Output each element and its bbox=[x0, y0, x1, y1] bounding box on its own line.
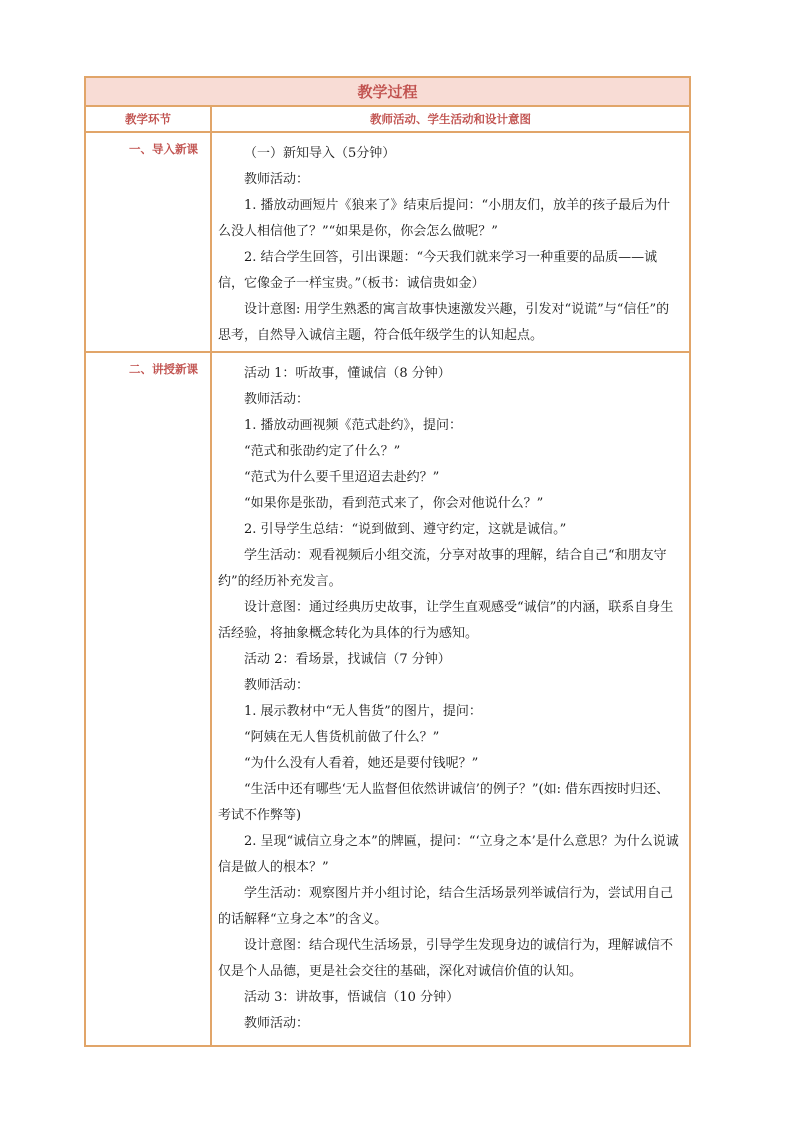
paragraph: 2. 结合学生回答，引出课题：“今天我们就来学习一种重要的品质——诚信，它像金子一样宝贵。”（板书：诚信贵如金） bbox=[218, 250, 658, 291]
header-activities: 教师活动、学生活动和设计意图 bbox=[211, 106, 690, 132]
stage-label: 一、导入新课 bbox=[85, 132, 211, 352]
paragraph: 学生活动：观看视频后小组交流，分享对故事的理解，结合自己“和朋友守约”的经历补充发言。 bbox=[218, 548, 667, 589]
paragraph: “范式为什么要千里迢迢去赴约？” bbox=[244, 470, 440, 485]
activity-content bbox=[211, 352, 690, 1046]
paragraph: “如果你是张劭，看到范式来了，你会对他说什么？” bbox=[244, 496, 544, 511]
paragraph: 设计意图：结合现代生活场景，引导学生发现身边的诚信行为，理解诚信不仅是个人品德，更是社会交往的基础，深化对诚信价值的认知。 bbox=[218, 938, 674, 979]
paragraph: “为什么没有人看着，她还是要付钱呢？” bbox=[244, 756, 479, 771]
paragraph: 设计意图：通过经典历史故事，让学生直观感受“诚信”的内涵，联系自身生活经验，将抽象概念转化为具体的行为感知。 bbox=[218, 600, 674, 641]
paragraph: 1. 播放动画短片《狼来了》结束后提问：“小朋友们，放羊的孩子最后为什么没人相信他了？”“如果是你，你会怎么做呢？” bbox=[218, 198, 671, 239]
paragraph: 活动 3：讲故事，悟诚信（10 分钟） bbox=[244, 990, 460, 1005]
table-row bbox=[85, 352, 690, 1046]
paragraph: “生活中还有哪些‘无人监督但依然讲诚信’的例子？”(如: 借东西按时归还、考试不作弊等) bbox=[218, 782, 670, 823]
paragraph: “范式和张劭约定了什么？” bbox=[244, 444, 401, 459]
activity-content bbox=[211, 132, 690, 352]
teaching-process-table bbox=[84, 76, 691, 1047]
table-row bbox=[85, 132, 690, 352]
paragraph: 活动 1：听故事，懂诚信（8 分钟） bbox=[244, 366, 451, 381]
paragraph: 2. 呈现“诚信立身之本”的牌匾，提问：“‘立身之本’是什么意思？为什么说诚信是做人的根本？” bbox=[218, 834, 679, 875]
header-stage: 教学环节 bbox=[85, 106, 211, 132]
paragraph: “阿姨在无人售货机前做了什么？” bbox=[244, 730, 440, 745]
paragraph: 1. 展示教材中“无人售货”的图片，提问： bbox=[244, 704, 482, 719]
paragraph: 教师活动： bbox=[244, 678, 310, 693]
paragraph: 2. 引导学生总结：“说到做到、遵守约定，这就是诚信。” bbox=[244, 522, 567, 537]
stage-label: 二、讲授新课 bbox=[85, 352, 211, 1046]
paragraph: （一）新知导入（5分钟） bbox=[244, 146, 396, 161]
paragraph: 教师活动： bbox=[244, 1016, 310, 1031]
paragraph: 教师活动： bbox=[244, 392, 310, 407]
paragraph: 活动 2：看场景，找诚信（7 分钟） bbox=[244, 652, 451, 667]
paragraph: 1. 播放动画视频《范式赴约》，提问： bbox=[244, 418, 463, 433]
paragraph: 设计意图: 用学生熟悉的寓言故事快速激发兴趣，引发对“说谎”与“信任”的思考，自然导入诚信主题，符合低年级学生的认知起点。 bbox=[218, 302, 670, 343]
paragraph: 学生活动：观察图片并小组讨论，结合生活场景列举诚信行为，尝试用自己的话解释“立身之本”的含义。 bbox=[218, 886, 674, 927]
paragraph: 教师活动： bbox=[244, 172, 310, 187]
table-title: 教学过程 bbox=[85, 77, 690, 106]
